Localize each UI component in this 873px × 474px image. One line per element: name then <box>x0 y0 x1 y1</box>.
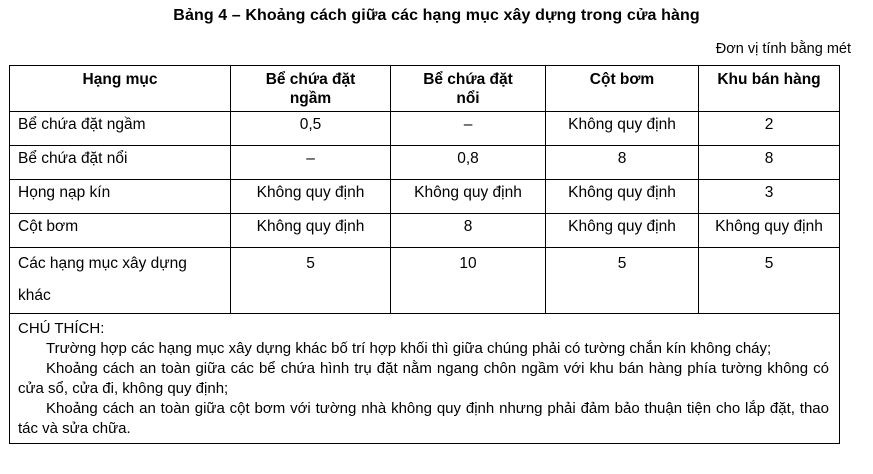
unit-note: Đơn vị tính bằng mét <box>715 41 851 57</box>
table-cell: – <box>391 112 546 146</box>
distance-table <box>9 65 840 444</box>
header-cell: Hạng mục <box>10 66 231 112</box>
table-row <box>10 248 840 314</box>
table-cell: Không quy định <box>231 180 391 214</box>
notes-row <box>10 314 840 444</box>
note-item: Khoảng cách an toàn giữa cột bơm với tường nhà không quy định nhưng phải đảm bảo thuận tiện cho lắp đặt, thao tác và sửa chữa. <box>18 400 829 437</box>
notes-cell <box>10 314 840 444</box>
table-cell: – <box>231 146 391 180</box>
header-cell: Cột bơm <box>546 66 699 112</box>
table-cell: 0,5 <box>231 112 391 146</box>
table-row <box>10 214 840 248</box>
table-cell: Không quy định <box>546 112 699 146</box>
note-item: Trường hợp các hạng mục xây dựng khác bố trí hợp khối thì giữa chúng phải có tường chắn kín không cháy; <box>46 340 772 357</box>
header-cell: Khu bán hàng <box>699 66 840 112</box>
row-label: Cột bơm <box>10 214 231 248</box>
header-cell <box>231 66 391 112</box>
row-label <box>10 248 231 314</box>
table-row <box>10 180 840 214</box>
note-item: Khoảng cách an toàn giữa các bể chứa hình trụ đặt nằm ngang chôn ngầm với khu bán hàng phía tường không có cửa sổ, cửa đi, không quy định; <box>18 360 829 397</box>
table-cell: 5 <box>231 248 391 314</box>
table-cell: Không quy định <box>231 214 391 248</box>
table-cell: Không quy định <box>699 214 840 248</box>
row-label: Bể chứa đặt nổi <box>10 146 231 180</box>
table-cell: 3 <box>699 180 840 214</box>
table-cell: Không quy định <box>546 214 699 248</box>
table-cell: 8 <box>699 146 840 180</box>
notes-heading: CHÚ THÍCH: <box>18 320 105 337</box>
table-cell: 0,8 <box>391 146 546 180</box>
header-text: Bể chứa đặt nổi <box>423 71 513 107</box>
table-cell: 8 <box>546 146 699 180</box>
row-label-text: Các hạng mục xây dựng khác <box>18 255 187 304</box>
header-text: Bể chứa đặt ngầm <box>265 71 356 107</box>
header-cell <box>391 66 546 112</box>
table-cell: Không quy định <box>546 180 699 214</box>
table-title: Bảng 4 – Khoảng cách giữa các hạng mục xây dựng trong cửa hàng <box>173 7 700 24</box>
table-cell: 10 <box>391 248 546 314</box>
table-cell: 5 <box>699 248 840 314</box>
table-cell: 5 <box>546 248 699 314</box>
table-row <box>10 112 840 146</box>
table-cell: 2 <box>699 112 840 146</box>
table-row <box>10 146 840 180</box>
table-cell: 8 <box>391 214 546 248</box>
row-label: Bể chứa đặt ngầm <box>10 112 231 146</box>
header-row <box>10 66 840 112</box>
row-label: Họng nạp kín <box>10 180 231 214</box>
table-cell: Không quy định <box>391 180 546 214</box>
